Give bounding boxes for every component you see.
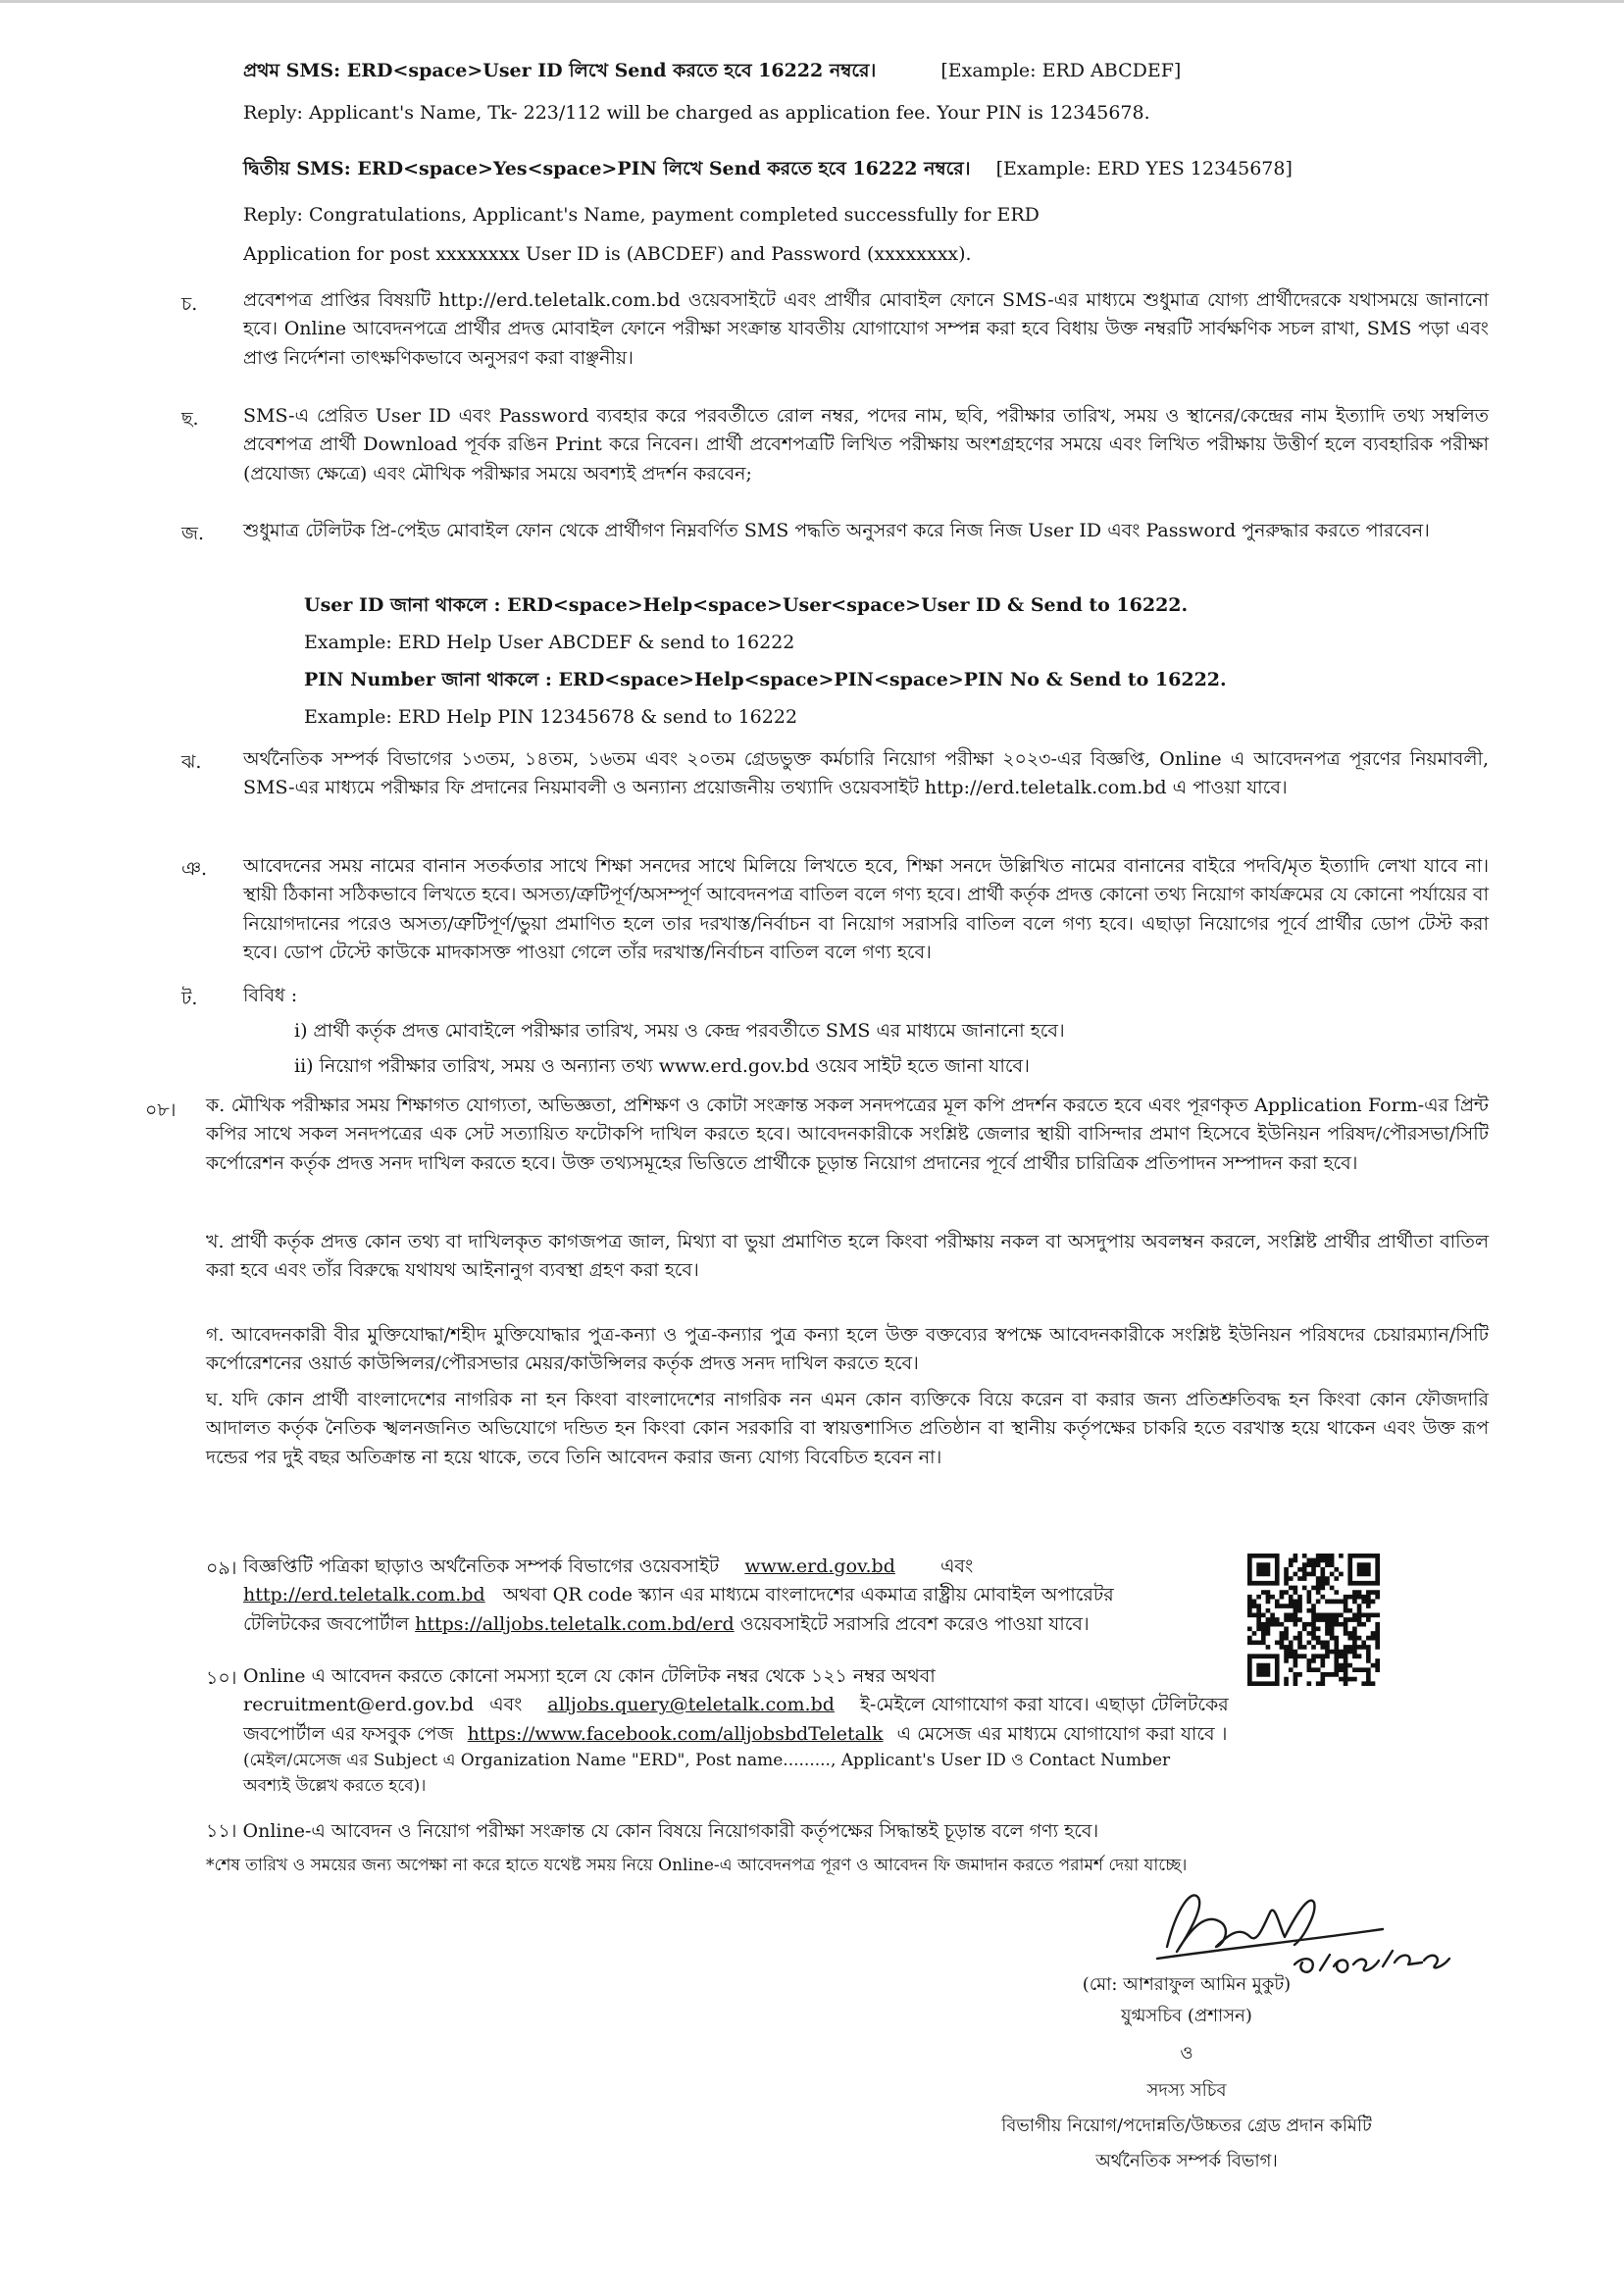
item-jha-text: অর্থনৈতিক সম্পর্ক বিভাগের ১৩তম, ১৪তম, ১৬তম এবং ২০তম গ্রেডভুক্ত কর্মচারি নিয়োগ পরীক্ষা ২০২৩-এর বিজ্ঞপ্তি, Online এ আবেদনপত্র পূরণের নিয়মাবলী, SMS-এর মাধ্যমে পরীক্ষার ফি প্রদানের নিয়মাবলী ও অন্যান্য প্রয়োজনীয় তথ্যাদি ওয়েবসাইট http://erd.teletalk.com.bd এ পাওয়া যাবে। [243, 748, 1489, 799]
item-ta-heading: বিবিধ : [243, 985, 298, 1006]
section-08-number: ০৮। [145, 1099, 177, 1121]
section-09-intro: বিজ্ঞপ্তিটি পত্রিকা ছাড়াও অর্থনৈতিক সম্পর্ক বিভাগের ওয়েবসাইট [243, 1555, 720, 1577]
section-09-jobportal-text: টেলিটকের জবপোর্টাল [243, 1612, 410, 1635]
signatory-title-2: সদস্য সচিব [1146, 2080, 1227, 2101]
second-sms-example: [Example: ERD YES 12345678] [995, 158, 1293, 179]
footnote: *শেষ তারিখ ও সময়ের জন্য অপেক্ষা না করে হাতে যথেষ্ট সময় নিয়ে Online-এ আবেদনপত্র পূরণ ও আবেদন ফি জমাদান করতে পরামর্শ দেয়া যাচ্ছে। [206, 1856, 1188, 1875]
section-08-kha: খ. প্রার্থী কর্তৃক প্রদত্ত কোন তথ্য বা দাখিলকৃত কাগজপত্র জাল, মিথ্যা বা ভুয়া প্রমাণিত হলে কিংবা পরীক্ষায় নকল বা অসদুপায় অবলম্বন করলে, সংশ্লিষ্ট প্রার্থীর প্রার্থীতা বাতিল করা হবে এবং তাঁর বিরুদ্ধে যথাযথ আইনানুগ ব্যবস্থা গ্রহণ করা হবে। [206, 1231, 1489, 1282]
section-08-gha: ঘ. যদি কোন প্রার্থী বাংলাদেশের নাগরিক না হন কিংবা বাংলাদেশের নাগরিক নন এমন কোন ব্যক্তিকে বিয়ে করেন বা করার জন্য প্রতিশ্রুতিবদ্ধ হন কিংবা কোন ফৌজদারি আদালত কর্তৃক নৈতিক স্খলনজনিত অভিযোগে দন্ডিত হন কিংবা কোন সরকারি বা স্বায়ত্তশাসিত প্রতিষ্ঠান বা স্থানীয় কর্তৃপক্ষের চাকরি হতে বরখাস্ত হয়ে থাকেন এবং উক্ত রূপ দন্ডের পর দুই বছর অতিক্রান্ত না হয়ে থাকে, তবে তিনি আবেদন করার জন্য যোগ্য বিবেচিত হবেন না। [206, 1389, 1489, 1468]
item-chha-label: ছ. [181, 408, 199, 430]
section-09-text [243, 1553, 1234, 1639]
section-10-text [243, 1662, 1371, 1799]
section-08-ka: ক. মৌখিক পরীক্ষার সময় শিক্ষাগত যোগ্যতা, অভিজ্ঞতা, প্রশিক্ষণ ও কোটা সংক্রান্ত সকল সনদপত্রের মূল কপি প্রদর্শন করতে হবে এবং পূরণকৃত Application Form-এর প্রিন্ট কপির সাথে সকল সনদপত্রের এক সেট সত্যায়িত ফটোকপি দাখিল করতে হবে। আবেদনকারীকে সংশ্লিষ্ট জেলার স্থায়ী বাসিন্দার প্রমাণ হিসেবে ইউনিয়ন পরিষদ/পৌরসভা/সিটি কর্পোরেশন কর্তৃক প্রদত্ত সনদ দাখিল করতে হবে। উক্ত তথ্যসমূহের ভিত্তিতে প্রার্থীকে চূড়ান্ত নিয়োগ প্রদানের পূর্বে প্রার্থীর চারিত্রিক প্রতিপাদন সম্পাদন করা হবে। [206, 1095, 1489, 1174]
section-10-number: ১০। [206, 1667, 237, 1689]
section-10-subject-note-end: অবশ্যই উল্লেখ করতে হবে)। [243, 1775, 427, 1796]
item-ta-sub-ii: ii) নিয়োগ পরীক্ষার তারিখ, সময় ও অন্যান্য তথ্য www.erd.gov.bd ওয়েব সাইট হতে জানা যাবে। [294, 1055, 1030, 1077]
item-ta-label: ট. [181, 988, 198, 1009]
signatory-conjunction: ও [1180, 2043, 1193, 2064]
item-cha-text: প্রবেশপত্র প্রাপ্তির বিষয়টি http://erd.teletalk.com.bd ওয়েবসাইটে এবং প্রার্থীর মোবাইল ফোনে SMS-এর মাধ্যমে শুধুমাত্র যোগ্য প্রার্থীদেরকে যথাসময়ে জানানো হবে। Online আবেদনপত্রে প্রার্থীর প্রদত্ত মোবাইল ফোনে পরীক্ষা সংক্রান্ত যাবতীয় যোগাযোগ সম্পন্ন করা হবে বিধায় উক্ত নম্বরটি সার্বক্ষণিক সচল রাখা, SMS পড়া এবং প্রাপ্ত নির্দেশনা তাৎক্ষণিকভাবে অনুসরণ করা বাঞ্ছনীয়। [243, 289, 1489, 369]
section-09-tail: ওয়েবসাইটে সরাসরি প্রবেশ করেও পাওয়া যাবে। [739, 1612, 1090, 1635]
item-ta-sub-i: i) প্রার্থী কর্তৃক প্রদত্ত মোবাইলে পরীক্ষার তারিখ, সময় ও কেন্দ্র পরবর্তীতে SMS এর মাধ্যমে জানানো হবে। [294, 1020, 1065, 1042]
handwritten-signature-icon [1147, 1868, 1461, 1986]
section-11-number: ১১। [206, 1820, 237, 1842]
section-09-and: এবং [939, 1555, 974, 1577]
signatory-title-1: যুগ্মসচিব (প্রশাসন) [1121, 2006, 1252, 2026]
erd-website-link[interactable]: www.erd.gov.bd [744, 1555, 895, 1577]
user-id-recovery-line: User ID জানা থাকলে : ERD<space>Help<space>User<space>User ID & Send to 16222. [304, 594, 1189, 616]
second-sms-reply-2: Application for post xxxxxxxx User ID is (ABCDEF) and Password (xxxxxxxx). [243, 243, 972, 265]
signatory-organization: অর্থনৈতিক সম্পর্ক বিভাগ। [1095, 2151, 1278, 2171]
facebook-page-link[interactable]: https://www.facebook.com/alljobsbdTeletalk [467, 1722, 884, 1745]
section-10-message-text: এ মেসেজ এর মাধ্যমে যোগাযোগ করা যাবে । [896, 1722, 1228, 1745]
pin-recovery-line: PIN Number জানা থাকলে : ERD<space>Help<space>PIN<space>PIN No & Send to 16222. [304, 669, 1227, 690]
section-10-line-1: Online এ আবেদন করতে কোনো সমস্যা হলে যে কোন টেলিটক নম্বর থেকে ১২১ নম্বর অথবা [243, 1665, 936, 1687]
teletalk-erd-link[interactable]: http://erd.teletalk.com.bd [243, 1584, 485, 1606]
second-sms-reply-1: Reply: Congratulations, Applicant's Name, payment completed successfully for ERD [243, 204, 1040, 226]
section-10-and: এবং [489, 1694, 523, 1716]
signatory-title-3: বিভাগীয় নিয়োগ/পদোন্নতি/উচ্চতর গ্রেড প্রদান কমিটি [1001, 2116, 1372, 2136]
section-09-number: ০৯। [206, 1557, 237, 1579]
item-jha-label: ঝ. [181, 751, 202, 773]
second-sms-label: দ্বিতীয় SMS: ERD<space>Yes<space>PIN লিখে Send করতে হবে 16222 নম্বরে। [243, 158, 971, 179]
alljobs-erd-link[interactable]: https://alljobs.teletalk.com.bd/erd [415, 1612, 735, 1635]
item-ja-label: জ. [181, 523, 205, 544]
second-sms-line [243, 155, 1293, 183]
section-10-fb-text: জবপোর্টাল এর ফসবুক পেজ [243, 1722, 454, 1745]
alljobs-query-email[interactable]: alljobs.query@teletalk.com.bd [547, 1694, 835, 1716]
section-08-ga: গ. আবেদনকারী বীর মুক্তিযোদ্ধা/শহীদ মুক্তিযোদ্ধার পুত্র-কন্যা ও পুত্র-কন্যার পুত্র কন্যা হলে উক্ত বক্তব্যের স্বপক্ষে আবেদনকারীকে সংশ্লিষ্ট ইউনিয়ন পরিষদের চেয়ারম্যান/সিটি কর্পোরেশনের ওয়ার্ড কাউন্সিলর/পৌরসভার মেয়র/কাউন্সিলর কর্তৃক প্রদত্ত সনদ দাখিল করতে হবে। [206, 1324, 1489, 1375]
section-11 [206, 1817, 1098, 1846]
signatory-name: (মো: আশরাফুল আমিন মুকুট) [1082, 1974, 1292, 1995]
first-sms-line [243, 57, 1181, 85]
section-11-text: Online-এ আবেদন ও নিয়োগ পরীক্ষা সংক্রান্ত যে কোন বিষয়ে নিয়োগকারী কর্তৃপক্ষের সিদ্ধান্তই চূড়ান্ত বলে গণ্য হবে। [242, 1820, 1099, 1842]
item-chha-text: SMS-এ প্রেরিত User ID এবং Password ব্যবহার করে পরবর্তীতে রোল নম্বর, পদের নাম, ছবি, পরীক্ষার তারিখ, সময় ও স্থানের/কেন্দ্রের নাম ইত্যাদি তথ্য সম্বলিত প্রবেশপত্র প্রার্থী Download পূর্বক রঙিন Print করে নিবেন। প্রার্থী প্রবেশপত্রটি লিখিত পরীক্ষায় অংশগ্রহণের সময়ে এবং লিখিত পরীক্ষায় উত্তীর্ণ হলে ব্যবহারিক পরীক্ষা (প্রযোজ্য ক্ষেত্রে) এবং মৌখিক পরীক্ষার সময়ে অবশ্যই প্রদর্শন করবেন; [243, 405, 1489, 484]
user-id-recovery-example: Example: ERD Help User ABCDEF & send to 16222 [304, 632, 795, 653]
section-09-qr-text: অথবা QR code স্ক্যান এর মাধ্যমে বাংলাদেশের একমাত্র রাষ্ট্রীয় মোবাইল অপারেটর [502, 1584, 1114, 1606]
item-nya-label: ঞ. [181, 858, 208, 880]
first-sms-reply: Reply: Applicant's Name, Tk- 223/112 will be charged as application fee. Your PIN is 12345678. [243, 102, 1150, 124]
first-sms-example: [Example: ERD ABCDEF] [940, 60, 1182, 81]
item-cha-label: চ. [181, 293, 198, 315]
item-nya-text: আবেদনের সময় নামের বানান সতর্কতার সাথে শিক্ষা সনদের সাথে মিলিয়ে লিখতে হবে, শিক্ষা সনদে উল্লিখিত নামের বানানের বাইরে পদবি/মৃত ইত্যাদি লেখা যাবে না। স্থায়ী ঠিকানা সঠিকভাবে লিখতে হবে। অসত্য/ত্রুটিপূর্ণ/অসম্পূর্ণ আবেদনপত্র বাতিল বলে গণ্য হবে। প্রার্থী কর্তৃক প্রদত্ত কোনো তথ্য নিয়োগ কার্যক্রমের যে কোনো পর্যায়ের বা নিয়োগদানের পরেও অসত্য/ত্রুটিপূর্ণ/ভুয়া প্রমাণিত হলে তার দরখাস্ত/নির্বাচন বা নিয়োগ সরাসরি বাতিল বলে গণ্য হবে। এছাড়া নিয়োগের পূর্বে প্রার্থীর ডোপ টেস্ট করা হবে। ডোপ টেস্টে কাউকে মাদকাসক্ত পাওয়া গেলে তাঁর দরখাস্ত/নির্বাচন বাতিল বলে গণ্য হবে। [243, 855, 1489, 964]
scan-edge [0, 0, 1624, 3]
first-sms-label: প্রথম SMS: ERD<space>User ID লিখে Send করতে হবে 16222 নম্বরে। [243, 60, 877, 81]
item-ja-text: শুধুমাত্র টেলিটক প্রি-পেইড মোবাইল ফোন থেকে প্রার্থীগণ নিম্নবর্ণিত SMS পদ্ধতি অনুসরণ করে নিজ নিজ User ID এবং Password পুনরুদ্ধার করতে পারবেন। [243, 520, 1430, 541]
section-10-email-text: ই-মেইলে যোগাযোগ করা যাবে। এছাড়া টেলিটকের [859, 1694, 1229, 1716]
pin-recovery-example: Example: ERD Help PIN 12345678 & send to 16222 [304, 706, 798, 728]
recruitment-email[interactable]: recruitment@erd.gov.bd [243, 1694, 475, 1716]
section-10-subject-note: (মেইল/মেসেজ এর Subject এ Organization Name "ERD", Post name........., Applicant's User ID ও Contact Number [243, 1751, 1171, 1771]
